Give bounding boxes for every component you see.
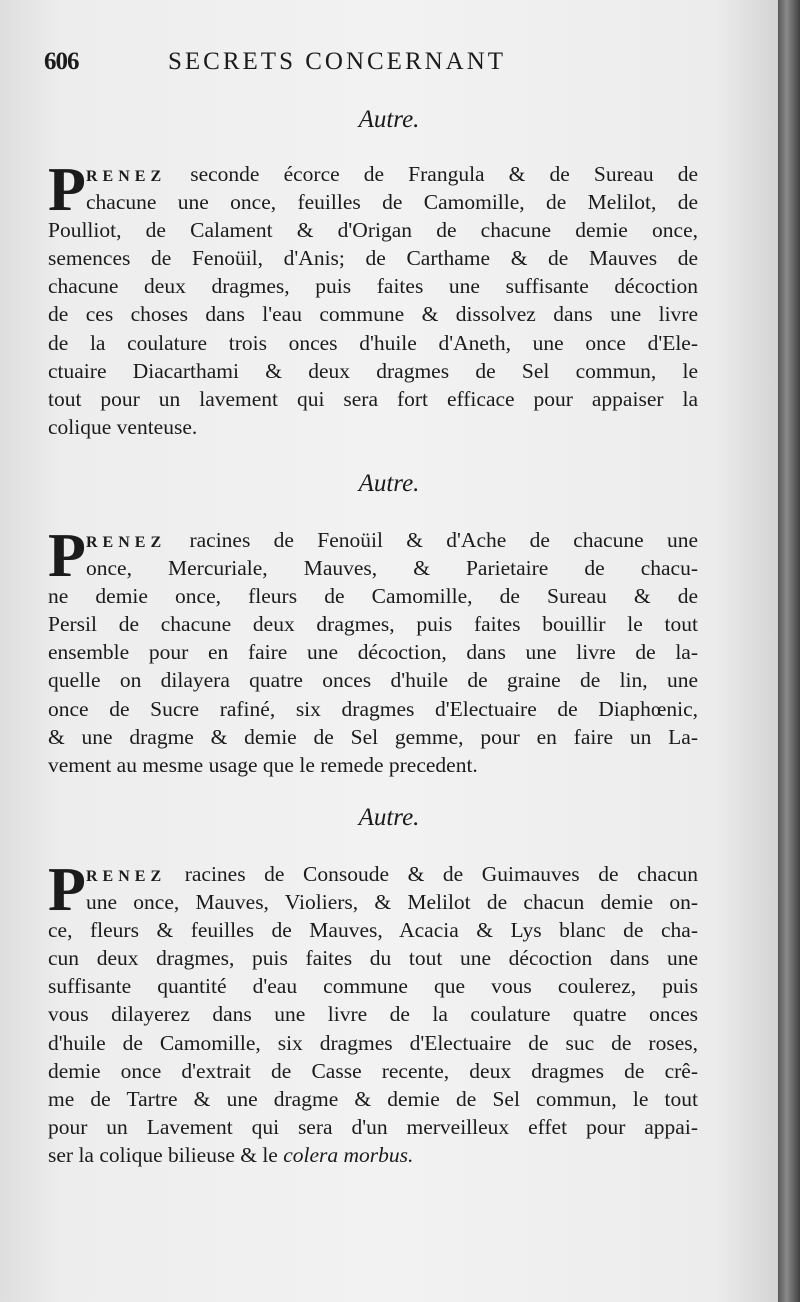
text-line: pour un Lavement qui sera d'un merveilleux effet pour appai- (48, 1114, 698, 1139)
section-heading: Autre. (358, 106, 420, 133)
page-number: 606 (44, 48, 79, 75)
text-line: & une dragme & demie de Sel gemme, pour en faire un La- (48, 724, 698, 749)
drop-cap: P (48, 856, 86, 924)
text-line: une once, Mauves, Violiers, & Melilot de chacun demie on- (86, 890, 698, 915)
text-line: suffisante quantité d'eau commune que vous coulerez, puis (48, 974, 698, 999)
recipe-paragraph (48, 856, 698, 1169)
text-line: vous dilayerez dans une livre de la coulature quatre onces (48, 1002, 698, 1027)
text-line: ce, fleurs & feuilles de Mauves, Acacia & Lys blanc de cha- (48, 918, 698, 943)
text-line: tout pour un lavement qui sera fort efficace pour appaiser la (48, 386, 698, 411)
drop-cap: P (48, 156, 86, 224)
text-line: ensemble pour en faire une décoction, dans une livre de la- (48, 640, 698, 665)
text-line: me de Tartre & une dragme & demie de Sel commun, le tout (48, 1086, 698, 1111)
text-line: chacune deux dragmes, puis faites une suffisante décoction (48, 274, 698, 299)
text-line: quelle on dilayera quatre onces d'huile de graine de lin, une (48, 668, 698, 693)
opening-word: RENEZ (86, 534, 167, 551)
text-line: d'huile de Camomille, six dragmes d'Electuaire de suc de roses, (48, 1030, 698, 1055)
text-line: de ces choses dans l'eau commune & dissolvez dans une livre (48, 302, 698, 327)
text-line: once de Sucre rafiné, six dragmes d'Electuaire de Diaphœnic, (48, 696, 698, 721)
text-line: ctuaire Diacarthami & deux dragmes de Sel commun, le (48, 358, 698, 383)
text-line: chacune une once, feuilles de Camomille, de Melilot, de (86, 190, 698, 215)
text-line: cun deux dragmes, puis faites du tout une décoction dans une (48, 946, 698, 971)
opening-word: RENEZ (86, 868, 167, 885)
page-header (40, 42, 600, 82)
section-heading: Autre. (358, 804, 420, 831)
text-line: Persil de chacune deux dragmes, puis faites bouillir le tout (48, 612, 698, 637)
recipe-paragraph (48, 156, 699, 441)
text-line (48, 860, 698, 888)
opening-word: RENEZ (86, 168, 167, 185)
drop-cap: P (48, 522, 86, 590)
text-line: Poulliot, de Calament & d'Origan de chacune demie once, (48, 218, 698, 243)
text-line (48, 1141, 698, 1169)
line-text: ser la colique bilieuse & le (48, 1142, 278, 1167)
section-heading: Autre. (358, 470, 420, 497)
text-line: colique venteuse. (48, 414, 198, 439)
text-line: semences de Fenoüil, d'Anis; de Carthame & de Mauves de (48, 246, 698, 271)
book-spine-edge (778, 0, 800, 1302)
text-line: de la coulature trois onces d'huile d'Aneth, une once d'Ele- (48, 330, 698, 355)
text-line: once, Mercuriale, Mauves, & Parietaire de chacu- (86, 556, 698, 581)
line-text: racines de Fenoüil & d'Ache de chacune une (189, 528, 699, 552)
text-line (48, 160, 698, 188)
line-text: racines de Consoude & de Guimauves de chacun (184, 862, 698, 886)
recipe-paragraph (48, 522, 699, 779)
line-text: seconde écorce de Frangula & de Sureau de (190, 162, 699, 186)
text-line (48, 526, 698, 554)
italic-term: colera morbus. (283, 1142, 414, 1167)
text-line: demie once d'extrait de Casse recente, deux dragmes de crê- (48, 1058, 698, 1083)
running-head: SECRETS CONCERNANT (168, 48, 507, 75)
text-line: ne demie once, fleurs de Camomille, de Sureau & de (48, 584, 698, 609)
text-line: vement au mesme usage que le remede precedent. (48, 752, 478, 777)
